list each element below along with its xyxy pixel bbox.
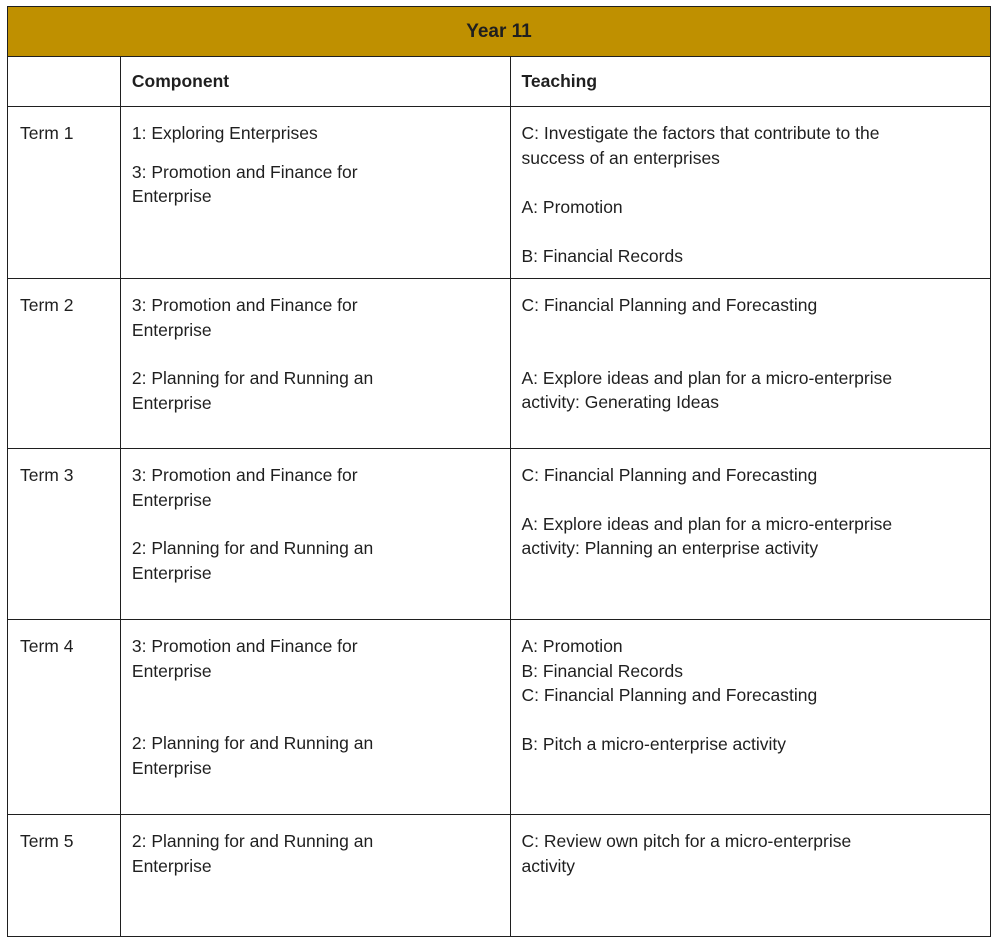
term-cell: Term 3 xyxy=(8,449,121,619)
teaching-cell xyxy=(511,449,992,619)
teaching-text: B: Financial Records xyxy=(521,245,683,266)
header-cell-teaching: Teaching xyxy=(511,57,992,106)
header-cell-component: Component xyxy=(121,57,511,106)
teaching-text: B: Pitch a micro-enterprise activity xyxy=(521,733,787,754)
table-title-bar xyxy=(7,6,991,57)
teaching-text: C: Investigate the factors that contribute to the success of an enterprises xyxy=(521,123,880,168)
teaching-text: A: Explore ideas and plan for a micro-enterprise activity: Generating Ideas xyxy=(521,367,893,412)
component-cell xyxy=(121,620,511,814)
table-row xyxy=(7,449,991,620)
teaching-text: C: Review own pitch for a micro-enterprise activity xyxy=(521,831,852,876)
component-text: 2: Planning for and Running an Enterprise xyxy=(131,733,374,778)
teaching-cell xyxy=(511,107,992,278)
teaching-text: C: Financial Planning and Forecasting xyxy=(521,465,818,485)
term-cell: Term 1 xyxy=(8,107,121,278)
component-text: 3: Promotion and Finance for Enterprise xyxy=(131,161,358,206)
component-cell xyxy=(121,107,511,278)
teaching-cell xyxy=(511,815,992,936)
teaching-text: A: Promotion xyxy=(521,197,623,217)
component-cell xyxy=(121,279,511,448)
term-cell: Term 4 xyxy=(8,620,121,814)
table-row xyxy=(7,107,991,279)
term-cell: Term 5 xyxy=(8,815,121,936)
component-text: 3: Promotion and Finance for Enterprise xyxy=(131,295,358,340)
curriculum-table xyxy=(7,6,991,937)
component-text: 1: Exploring Enterprises xyxy=(131,123,318,143)
component-text: 3: Promotion and Finance for Enterprise xyxy=(131,465,358,510)
component-text: 2: Planning for and Running an Enterprise xyxy=(131,831,374,876)
term-cell: Term 2 xyxy=(8,279,121,448)
component-text: 3: Promotion and Finance for Enterprise xyxy=(131,636,358,681)
table-row xyxy=(7,279,991,449)
teaching-text: C: Financial Planning and Forecasting xyxy=(521,295,818,315)
component-cell xyxy=(121,815,511,936)
teaching-cell xyxy=(511,279,992,448)
teaching-text: A: Promotion B: Financial Records C: Financial Planning and Forecasting xyxy=(521,636,818,705)
component-text: 2: Planning for and Running an Enterprise xyxy=(131,538,374,583)
teaching-cell xyxy=(511,620,992,814)
table-row xyxy=(7,620,991,815)
table-title: Year 11 xyxy=(466,20,532,42)
table-row xyxy=(7,815,991,937)
teaching-text: A: Explore ideas and plan for a micro-enterprise activity: Planning an enterprise activity xyxy=(521,513,893,558)
component-text: 2: Planning for and Running an Enterprise xyxy=(131,368,374,413)
header-row xyxy=(7,57,991,107)
component-cell xyxy=(121,449,511,619)
header-cell-term xyxy=(8,57,121,106)
